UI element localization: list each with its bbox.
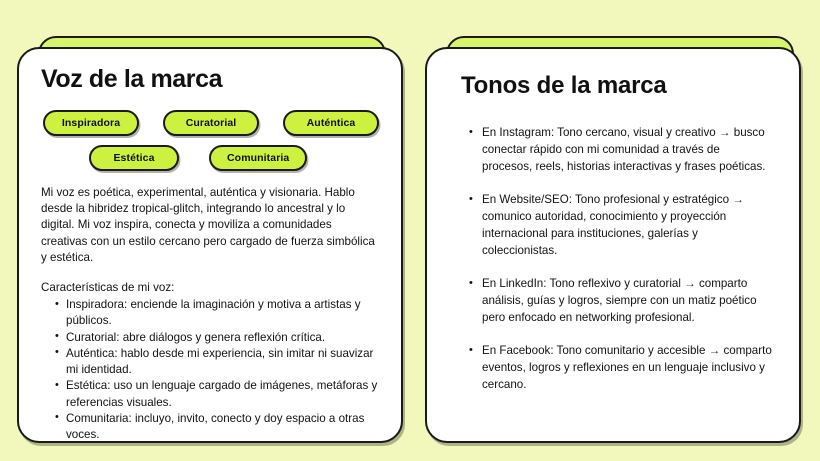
brand-tones-title: Tonos de la marca — [461, 72, 667, 99]
pill-row-1 — [41, 110, 379, 136]
brand-tones-card — [425, 47, 801, 443]
brand-voice-card — [17, 47, 403, 443]
pill-autentica[interactable]: Auténtica — [283, 110, 379, 136]
pill-curatorial[interactable]: Curatorial — [163, 110, 259, 136]
list-item: • En Website/SEO: Tono profesional y estratégico → comunico autoridad, conocimiento y proyección internacional para instituciones, galerías y coleccionistas. — [469, 192, 773, 259]
brand-voice-title: Voz de la marca — [41, 65, 223, 93]
list-item: • Estética: uso un lenguaje cargado de imágenes, metáforas y referencias visuales. — [55, 378, 379, 410]
brand-tones-card-content — [427, 49, 799, 393]
list-item: • Curatorial: abre diálogos y genera reflexión crítica. — [55, 330, 379, 346]
pill-estetica[interactable]: Estética — [89, 145, 179, 171]
pill-row-2 — [41, 145, 379, 171]
list-item: • En LinkedIn: Tono reflexivo y curatorial → comparto análisis, guías y logros, siempre con un matiz poético pero enfocado en networking profesional. — [469, 276, 773, 326]
list-item: • Auténtica: hablo desde mi experiencia, sin imitar ni suavizar mi identidad. — [55, 346, 379, 378]
list-item: • En Facebook: Tono comunitario y accesible → comparto eventos, logros y reflexiones en un lenguaje inclusivo y cercano. — [469, 343, 773, 393]
brand-voice-bullet-list — [41, 297, 379, 443]
brand-tones-bullet-list — [461, 125, 773, 393]
pill-inspiradora[interactable]: Inspiradora — [43, 110, 139, 136]
pill-comunitaria[interactable]: Comunitaria — [209, 145, 307, 171]
brand-voice-card-content — [19, 49, 401, 443]
list-item: • Comunitaria: incluyo, invito, conecto y doy espacio a otras voces. — [55, 411, 379, 443]
brand-voice-attribute-pills — [41, 110, 379, 171]
brand-voice-list-label: Características de mi voz: — [41, 280, 175, 294]
brand-voice-paragraph: Mi voz es poética, experimental, auténtica y visionaria. Hablo desde la hibridez tropical-glitch, integrando lo ancestral y lo digital. Mi voz inspira, conecta y moviliza a comunidades creativas con un estilo cercano pero cargado de fuerza simbólica y estética. — [41, 185, 375, 265]
list-item: • Inspiradora: enciende la imaginación y motiva a artistas y públicos. — [55, 297, 379, 329]
list-item: • En Instagram: Tono cercano, visual y creativo → busco conectar rápido con mi comunidad a través de procesos, reels, historias interactivas y frases poéticas. — [469, 125, 773, 175]
